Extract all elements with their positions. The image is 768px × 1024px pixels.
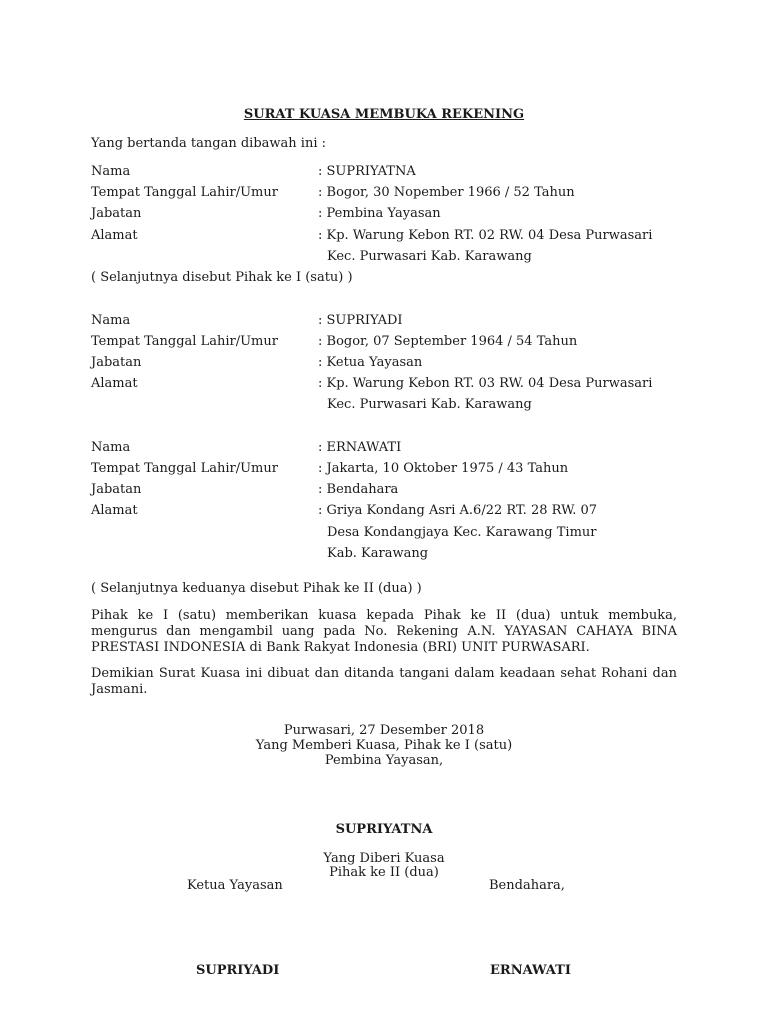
left-signer-title: Ketua Yayasan bbox=[187, 878, 283, 893]
document-title: SURAT KUASA MEMBUKA REKENING bbox=[243, 107, 525, 122]
person3-nama-row bbox=[91, 440, 691, 460]
person2-ttl-row bbox=[91, 334, 691, 354]
person1-alamat-line2: Kec. Purwasari Kab. Karawang bbox=[327, 249, 532, 264]
person3-ttl: : Jakarta, 10 Oktober 1975 / 43 Tahun bbox=[318, 461, 569, 476]
person1-jabatan: : Pembina Yayasan bbox=[318, 206, 441, 221]
person2-alamat-line2: Kec. Purwasari Kab. Karawang bbox=[327, 397, 532, 412]
left-signer-name: SUPRIYADI bbox=[196, 963, 280, 978]
person2-alamat-line1: : Kp. Warung Kebon RT. 03 RW. 04 Desa Purwasari bbox=[318, 376, 653, 391]
label-nama: Nama bbox=[91, 313, 131, 328]
person1-alamat-line1: : Kp. Warung Kebon RT. 02 RW. 04 Desa Purwasari bbox=[318, 228, 653, 243]
place-date: Purwasari, 27 Desember 2018 bbox=[283, 723, 485, 738]
label-alamat: Alamat bbox=[91, 376, 138, 391]
giver-role: Yang Memberi Kuasa, Pihak ke I (satu) bbox=[255, 738, 513, 753]
person1-alamat-row bbox=[91, 228, 691, 248]
person3-alamat-line1: : Griya Kondang Asri A.6/22 RT. 28 RW. 07 bbox=[318, 503, 598, 518]
person3-jabatan-row bbox=[91, 482, 691, 502]
right-signer-name: ERNAWATI bbox=[490, 963, 571, 978]
person3-jabatan: : Bendahara bbox=[318, 482, 399, 497]
label-jabatan: Jabatan bbox=[91, 482, 142, 497]
label-ttl: Tempat Tanggal Lahir/Umur bbox=[91, 461, 278, 476]
label-ttl: Tempat Tanggal Lahir/Umur bbox=[91, 334, 278, 349]
person2-jabatan-row bbox=[91, 355, 691, 375]
person2-ttl: : Bogor, 07 September 1964 / 54 Tahun bbox=[318, 334, 578, 349]
person1-jabatan-row bbox=[91, 206, 691, 226]
label-alamat: Alamat bbox=[91, 503, 138, 518]
person1-nama: : SUPRIYATNA bbox=[318, 164, 416, 179]
person3-alamat-row bbox=[91, 503, 691, 523]
person2-nama-row bbox=[91, 313, 691, 333]
person3-alamat-line3: Kab. Karawang bbox=[327, 546, 429, 561]
person3-ttl-row bbox=[91, 461, 691, 481]
label-jabatan: Jabatan bbox=[91, 206, 142, 221]
label-ttl: Tempat Tanggal Lahir/Umur bbox=[91, 185, 278, 200]
person2-alamat-row bbox=[91, 376, 691, 396]
person2-jabatan: : Ketua Yayasan bbox=[318, 355, 423, 370]
label-nama: Nama bbox=[91, 440, 131, 455]
paragraph-demikian: Demikian Surat Kuasa ini dibuat dan ditanda tangani dalam keadaan sehat Rohani dan Jasmani. bbox=[91, 666, 677, 697]
receiver-role: Pihak ke II (dua) bbox=[329, 865, 439, 880]
pihak2-note: ( Selanjutnya keduanya disebut Pihak ke II (dua) ) bbox=[91, 581, 422, 596]
receiver-heading: Yang Diberi Kuasa bbox=[323, 851, 445, 866]
label-jabatan: Jabatan bbox=[91, 355, 142, 370]
person1-nama-row bbox=[91, 164, 691, 184]
person3-nama: : ERNAWATI bbox=[318, 440, 402, 455]
intro-text: Yang bertanda tangan dibawah ini : bbox=[91, 136, 326, 151]
giver-name: SUPRIYATNA bbox=[335, 822, 433, 837]
right-signer-title: Bendahara, bbox=[489, 878, 565, 893]
person1-ttl-row bbox=[91, 185, 691, 205]
label-nama: Nama bbox=[91, 164, 131, 179]
giver-title: Pembina Yayasan, bbox=[324, 753, 444, 768]
paragraph-kuasa: Pihak ke I (satu) memberikan kuasa kepada Pihak ke II (dua) untuk membuka, mengurus dan mengambil uang pada No. Rekening A.N. YAYASAN CAHAYA BINA PRESTASI INDONESIA di Bank Rakyat Indonesia (BRI) UNIT PURWASARI. bbox=[91, 608, 677, 655]
person2-nama: : SUPRIYADI bbox=[318, 313, 403, 328]
pihak1-note: ( Selanjutnya disebut Pihak ke I (satu) ) bbox=[91, 270, 353, 285]
person1-ttl: : Bogor, 30 Nopember 1966 / 52 Tahun bbox=[318, 185, 575, 200]
label-alamat: Alamat bbox=[91, 228, 138, 243]
person3-alamat-line2: Desa Kondangjaya Kec. Karawang Timur bbox=[327, 525, 597, 540]
